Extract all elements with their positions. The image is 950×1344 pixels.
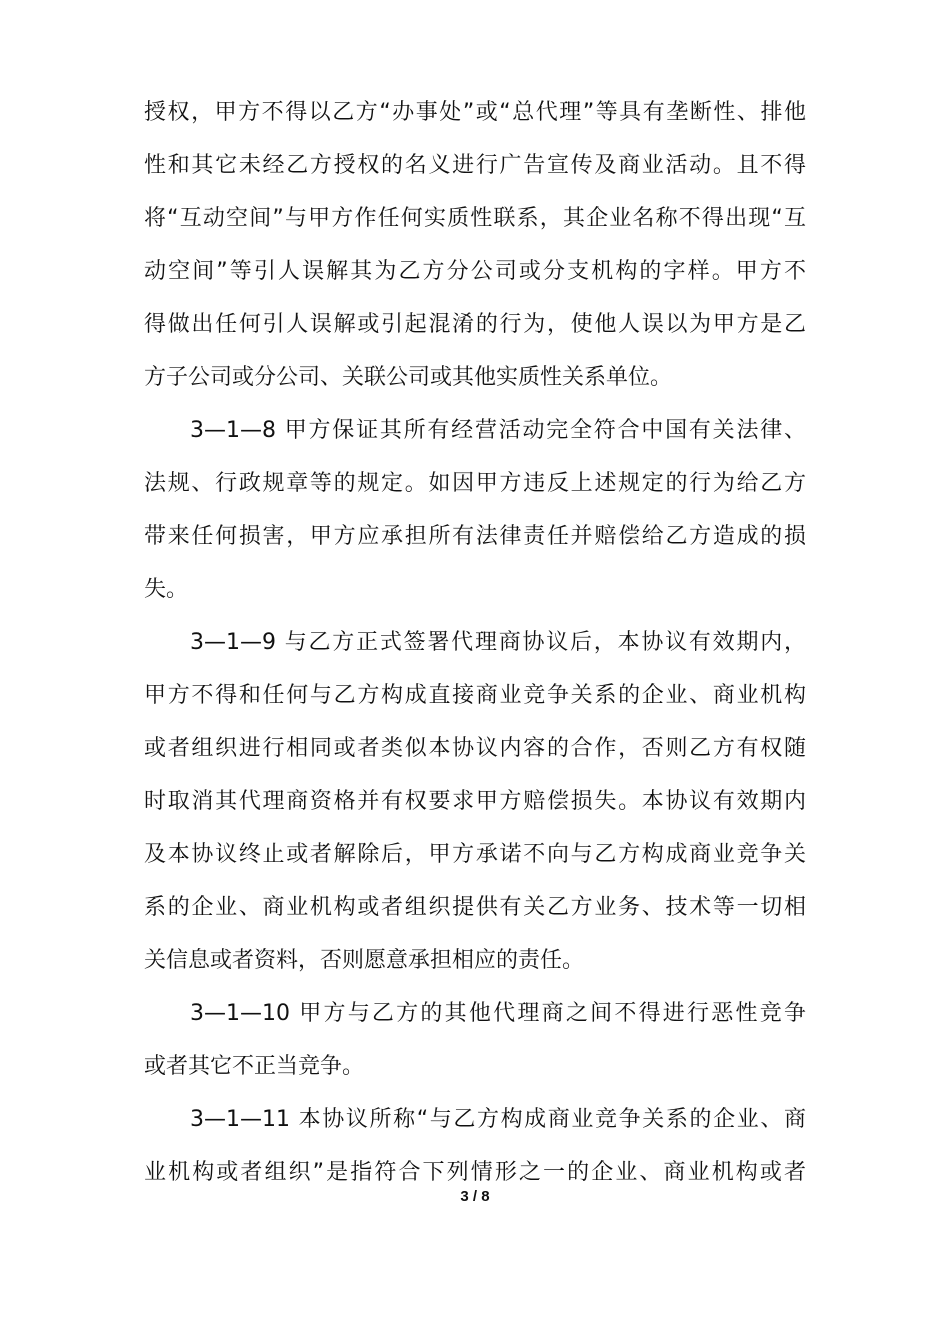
paragraph-authorization <box>144 86 806 404</box>
text-line: 性和其它未经乙方授权的名义进行广告宣传及商业活动。且不得 <box>144 153 806 178</box>
paragraph-3-1-8 <box>144 404 806 616</box>
text-line: 将“互动空间”与甲方作任何实质性联系，其企业名称不得出现“互 <box>144 206 806 231</box>
paragraph-3-1-11 <box>144 1093 806 1199</box>
text-line: 授权，甲方不得以乙方“办事处”或“总代理”等具有垄断性、排他 <box>144 100 806 125</box>
text-line: 或者其它不正当竞争。 <box>144 1054 365 1079</box>
text-line: 及本协议终止或者解除后，甲方承诺不向与乙方构成商业竞争关 <box>144 842 806 867</box>
text-line: 3—1—8 甲方保证其所有经营活动完全符合中国有关法律、 <box>190 418 806 443</box>
text-line: 甲方不得和任何与乙方构成直接商业竞争关系的企业、商业机构 <box>144 683 806 708</box>
text-line: 或者组织进行相同或者类似本协议内容的合作，否则乙方有权随 <box>144 736 806 761</box>
text-line: 时取消其代理商资格并有权要求甲方赔偿损失。本协议有效期内 <box>144 789 806 814</box>
text-line: 3—1—10 甲方与乙方的其他代理商之间不得进行恶性竞争 <box>190 1001 806 1026</box>
text-line: 系的企业、商业机构或者组织提供有关乙方业务、技术等一切相 <box>144 895 806 920</box>
text-line: 动空间”等引人误解其为乙方分公司或分支机构的字样。甲方不 <box>144 259 806 284</box>
text-line: 3—1—9 与乙方正式签署代理商协议后，本协议有效期内， <box>190 630 806 655</box>
text-line: 法规、行政规章等的规定。如因甲方违反上述规定的行为给乙方 <box>144 471 806 496</box>
text-line: 带来任何损害，甲方应承担所有法律责任并赔偿给乙方造成的损 <box>144 524 806 549</box>
text-line: 方子公司或分公司、关联公司或其他实质性关系单位。 <box>144 365 673 390</box>
text-line: 得做出任何引人误解或引起混淆的行为，使他人误以为甲方是乙 <box>144 312 806 337</box>
text-line: 业机构或者组织”是指符合下列情形之一的企业、商业机构或者 <box>144 1160 806 1185</box>
paragraph-3-1-10 <box>144 987 806 1093</box>
document-body <box>144 86 806 1199</box>
paragraph-3-1-9 <box>144 616 806 987</box>
text-line: 3—1—11 本协议所称“与乙方构成商业竞争关系的企业、商 <box>190 1107 806 1132</box>
text-line: 失。 <box>144 577 189 602</box>
text-line: 关信息或者资料，否则愿意承担相应的责任。 <box>144 948 585 973</box>
page-number: 3 / 8 <box>460 1188 490 1205</box>
